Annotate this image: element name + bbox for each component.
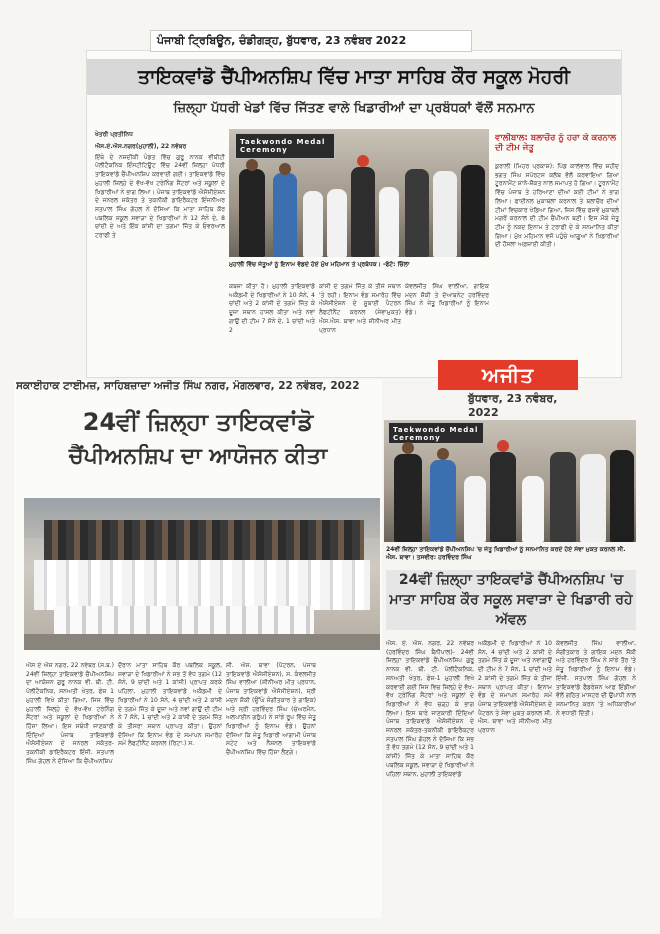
photo-ground [24,634,380,650]
photo-person [239,169,265,257]
clipping1-column-2: ਕਬਜ਼ਾ ਕੀਤਾ ਹੈ। ਮੁਹਾਲੀ ਤਾਇਕਵਾਂਡੋ ਅਕੈਡਮੀ ਦੇ ਖਿਡਾਰੀਆਂ ਨੇ 10 ਸੋਨੇ, 4 ਚਾਂਦੀ ਅਤੇ 2 ਕਾਂਸੀ ਦੇ ਤਗਮੇ ਜਿੱਤ ਕੇ ਦੂਜਾ ਸਥਾਨ ਹਾਸਲ ਕੀਤਾ ਅਤੇ ਨਵਾਂ ਗਾਉਂ ਦੀ ਟੀਮ 7 ਸੋਨੇ ਦੇ, 1 ਚਾਂਦੀ ਅਤੇ 2 [229,283,315,334]
clipping2-headline-line1: 24ਵੀਂ ਜ਼ਿਲ੍ਹਾ ਤਾਇਕਵਾਂਡੋ [82,408,314,436]
clipping2-group-photo [24,498,380,650]
clipping2-dateline: ਸਕਾਈਹਾਕ ਟਾਈਮਜ਼, ਸਾਹਿਬਜ਼ਾਦਾ ਅਜੀਤ ਸਿੰਘ ਨਗਰ, ਮੰਗਲਵਾਰ, 22 ਨਵੰਬਰ, 2022 [16,380,360,392]
clipping3-photo-banner [388,422,484,444]
clipping3-column-1: ਐਸ. ਏ. ਐਸ. ਨਗਰ, 22 ਨਵੰਬਰ (ਹਰਵਿੰਦਰ ਸਿੰਘ ਬੈਨੀਪਾਲ)- 24ਵੀਂ ਜ਼ਿਲ੍ਹਾ ਤਾਇਕਵਾਂਡੋ ਚੈਂਪੀਅਨਸ਼ਿਪ ਗੁਰੂ ਨਾਨਕ ਵੀ. ਬੀ. ਟੀ. ਪੋਲੀਟੈਕਨਿਕ, ਸਨਅਤੀ ਖੇਤਰ, ਫੇਜ਼-1 ਮੁਹਾਲੀ ਵਿਖੇ ਕਰਵਾਈ ਗਈ ਜਿਸ ਵਿਚ ਜ਼ਿਲ੍ਹੇ ਦੇ ਵੱਖ-ਵੱਖ ਟ੍ਰੇਨਿੰਗ ਸੈਂਟਰਾਂ ਅਤੇ ਸਕੂਲਾਂ ਦੇ ਖਿਡਾਰੀਆਂ ਨੇ ਵੱਧ ਚੜ੍ਹ ਕੇ ਭਾਗ ਲਿਆ। ਇਸ ਬਾਰੇ ਜਾਣਕਾਰੀ ਦਿੰਦਿਆਂ ਪੰਜਾਬ ਤਾਇਕਵਾਂਡੋ ਐਸੋਸੀਏਸ਼ਨ ਦੇ ਜਨਰਲ ਸਕੱਤਰ-ਤਕਨੀਕੀ ਡਾਇਰੈਕਟਰ ਸਤਪਾਲ ਸਿੰਘ ਗੋਹਲ ਨੇ ਦੱਸਿਆ ਕਿ ਸਭ ਤੋਂ ਵੱਧ ਤਗਮੇ (12 ਸੋਨ, 9 ਚਾਂਦੀ ਅਤੇ 1 ਕਾਂਸੀ) ਜਿੱਤ ਕੇ ਮਾਤਾ ਸਾਹਿਬ ਕੌਰ ਪਬਲਿਕ ਸਕੂਲ, ਸਵਾੜਾ ਦੇ ਖਿਡਾਰੀਆਂ ਨੇ ਪਹਿਲਾ ਸਥਾਨ, ਮੁਹਾਲੀ ਤਾਇਕਵਾਂਡੋ [386,640,474,778]
photo-crowd-front-row [54,606,314,636]
clipping1-dateline: ਪੰਜਾਬੀ ਟ੍ਰਿਬਿਊਨ, ਚੰਡੀਗੜ੍ਹ, ਬੁੱਧਵਾਰ, 23 ਨਵੰਬਰ 2022 [150,30,472,52]
photo-person [580,454,606,542]
clipping1-headline: ਤਾਇਕਵਾਂਡੋ ਚੈਂਪੀਅਨਸ਼ਿਪ ਵਿੱਚ ਮਾਤਾ ਸਾਹਿਬ ਕੌਰ ਸਕੂਲ ਮੋਹਰੀ [87,59,621,95]
clipping3-photo-caption: 24ਵੀਂ ਜ਼ਿਲ੍ਹਾ ਤਾਇਕਵਾਂਡੋ ਚੈਂਪੀਅਨਸ਼ਿਪ 'ਚ ਜੇਤੂ ਖਿਡਾਰੀਆਂ ਨੂੰ ਸਨਮਾਨਿਤ ਕਰਦੇ ਹੋਏ ਸੇਵਾ ਮੁਕਤ ਕਰਨਲ ਸੀ. ਐਸ. ਬਾਵਾ। ਤਸਵੀਰ: ਹਰਵਿੰਦਰ ਸਿੰਘ [386,546,626,561]
photo-person-head [437,448,449,460]
photo-crowd-back-row [44,520,364,564]
photo-person [610,450,634,542]
clipping-punjabi-tribune [86,50,622,378]
photo-person-head [357,155,369,167]
photo-person [405,169,429,257]
clipping1-side-column: ਕੁਰਾਲੀ (ਮਿਹਰ ਪ੍ਰਕਾਸ਼): ਪਿੰਡ ਕਾਲੇਵਾਲ ਵਿੱਚ ਸ਼ਹੀਦ ਭਗਤ ਸਿੰਘ ਸਪੋਰਟਸ ਕਲੱਬ ਵੱਲੋਂ ਕਰਵਾਇਆ ਗਿਆ ਟੂਰਨਾਮੈਂਟ ਸ਼ਾਨੋ-ਸ਼ੌਕਤ ਨਾਲ ਸਮਾਪਤ ਹੋ ਗਿਆ। ਟੂਰਨਾਮੈਂਟ ਵਿੱਚ ਪੰਜਾਬ ਤੇ ਹਰਿਆਣਾ ਦੀਆਂ ਕਈ ਟੀਮਾਂ ਨੇ ਭਾਗ ਲਿਆ। ਫਾਈਨਲ ਮੁਕਾਬਲਾ ਕਰਨਾਲ ਤੇ ਬਲਾਚੌਰ ਦੀਆਂ ਟੀਮਾਂ ਵਿਚਕਾਰ ਖੇਡਿਆ ਗਿਆ, ਜਿਸ ਵਿੱਚ ਫਸਵੇਂ ਮੁਕਾਬਲੇ ਮਗਰੋਂ ਕਰਨਾਲ ਦੀ ਟੀਮ ਚੈਂਪੀਅਨ ਬਣੀ। ਇਸ ਮੌਕੇ ਜੇਤੂ ਟੀਮ ਨੂੰ ਨਕਦ ਇਨਾਮ ਤੇ ਟਰਾਫੀ ਦੇ ਕੇ ਸਨਮਾਨਿਤ ਕੀਤਾ ਗਿਆ। ਮੁੱਖ ਮਹਿਮਾਨ ਵਜੋਂ ਪਹੁੰਚੇ ਆਗੂਆਂ ਨੇ ਖਿਡਾਰੀਆਂ ਦੀ ਹੌਸਲਾ ਅਫ਼ਜ਼ਾਈ ਕੀਤੀ। [495,163,619,249]
clipping1-column-4: ਕੰਵਲਜੀਤ ਸਿੰਘ ਵਾਲੀਆ, ਗਾਇਕ ਮਦਨ ਸ਼ੌਕੀ ਤੇ ਦੋਆਬਨੇਟ ਹਰਵਿੰਦਰ ਸਿੰਘ ਨੇ ਜੇਤੂ ਖਿਡਾਰੀਆਂ ਨੂੰ ਇਨਾਮ ਵੰਡੇ। [405,283,489,317]
photo-person [464,476,486,542]
clipping1-side-headline: ਵਾਲੀਬਾਲ: ਬਲਾਚੌਰ ਨੂੰ ਹਰਾ ਕੇ ਕਰਨਾਲ ਦੀ ਟੀਮ ਜੇਤੂ [495,133,617,153]
photo-person [351,167,375,257]
clipping2-column-2: ਦੌਰਾਨ ਮਾਤਾ ਸਾਹਿਬ ਕੌਰ ਪਬਲਿਕ ਸਕੂਲ, ਸਵਾੜਾ ਦੇ ਖਿਡਾਰੀਆਂ ਨੇ ਸਭ ਤੋਂ ਵੱਧ ਤਗਮੇ (12 ਸੋਨੇ, 9 ਚਾਂਦੀ ਅਤੇ 1 ਕਾਂਸੀ) ਪ੍ਰਾਪਤ ਕਰਕੇ ਪਹਿਲਾ, ਮੁਹਾਲੀ ਤਾਇਕਵਾਂਡੋ ਅਕੈਡਮੀ ਦੇ ਖਿਡਾਰੀਆਂ ਨੇ 10 ਸੋਨੇ, 4 ਚਾਂਦੀ ਅਤੇ 2 ਕਾਂਸੀ ਦੇ ਤਗਮੇ ਜਿੱਤ ਕੇ ਦੂਜਾ ਅਤੇ ਨਵਾਂ ਗਾਉਂ ਦੀ ਟੀਮ ਨੇ 7 ਸੋਨੇ, 1 ਚਾਂਦੀ ਅਤੇ 2 ਕਾਂਸੀ ਦੇ ਤਗਮੇ ਜਿੱਤ ਕੇ ਤੀਸਰਾ ਸਥਾਨ ਪ੍ਰਾਪਤ ਕੀਤਾ। ਉਹਨਾਂ ਦੱਸਿਆ ਕਿ ਇਨਾਮ ਵੰਡ ਦੇ ਸਮਾਪਨ ਸਮਾਰੋਹ ਸਮੇਂ ਲੈਫਟੀਨੈਂਟ ਕਰਨਲ (ਰਿਟਾ.) ਸ. [118,662,222,748]
clipping1-photo [229,129,489,257]
clipping2-headline-line2: ਚੈਂਪੀਅਨਸ਼ਿਪ ਦਾ ਆਯੋਜਨ ਕੀਤਾ [68,444,328,469]
clipping1-byline: ਖੇਤਰੀ ਪ੍ਰਤੀਨਿਧ [95,131,133,138]
clipping3-photo [384,420,636,542]
photo-person [430,460,456,542]
photo-person [327,189,347,257]
ajit-logo: ਅਜੀਤ [438,360,578,390]
photo-person [273,173,297,257]
photo-person [522,476,544,542]
photo-person-head [246,159,258,171]
photo-person [303,191,323,257]
clipping3-column-3: ਕੰਵਲਜੀਤ ਸਿੰਘ ਵਾਲੀਆ, ਸੰਗੀਤਕਾਰ ਤੇ ਗਾਇਕ ਮਦਨ ਸ਼ੌਕੀ ਅਤੇ ਹਰਵਿੰਦਰ ਸਿੰਘ ਨੇ ਸਾਂਝੇ ਤੌਰ 'ਤੇ ਜੇਤੂ ਖਿਡਾਰੀਆਂ ਨੂੰ ਇਨਾਮ ਵੰਡੇ। ਇੰਜੀ. ਸਤਪਾਲ ਸਿੰਘ ਗੋਹਲ ਨੇ ਤਾਇਕਵਾਂਡੋ ਫੈਡਰੇਸ਼ਨ ਆਫ਼ ਇੰਡੀਆ ਵੱਲੋਂ ਗਠਿਤ ਮਾਸਟਰ ਦੀ ਉਪਾਧੀ ਨਾਲ ਸਨਮਾਨਿਤ ਕਰਨ 'ਤੇ ਅਧਿਕਾਰੀਆਂ ਨੇ ਵਧਾਈ ਦਿੱਤੀ। [556,640,636,717]
photo-person [461,165,485,257]
clipping-skyhawk-times [14,380,382,918]
clipping3-column-2: ਅਕੈਡਮੀ ਦੇ ਖਿਡਾਰੀਆਂ ਨੇ 10 ਸੋਨ, 4 ਚਾਂਦੀ ਅਤੇ 2 ਕਾਂਸੀ ਦੇ ਤਗਮੇ ਜਿੱਤ ਕੇ ਦੂਜਾ ਅਤੇ ਨਵਾਂਗਾਉਂ ਦੀ ਟੀਮ ਨੇ 7 ਸੋਨ, 1 ਚਾਂਦੀ ਅਤੇ 2 ਕਾਂਸੀ ਦੇ ਤਗਮੇ ਜਿੱਤ ਕੇ ਤੀਜਾ ਸਥਾਨ ਪ੍ਰਾਪਤ ਕੀਤਾ। ਇਨਾਮ ਵੰਡ ਦੇ ਸਮਾਪਨ ਸਮਾਰੋਹ ਸਮੇਂ ਪੰਜਾਬ ਤਾਇਕਵਾਂਡੋ ਐਸੋਸੀਏਸ਼ਨ ਦੇ ਪੈਟਰਨ ਤੇ ਸੇਵਾ ਮੁਕਤ ਕਰਨਲ ਸੀ. ਐਸ. ਬਾਵਾ ਅਤੇ ਸੀਨੀਅਰ ਮੀਤ ਪ੍ਰਧਾਨ [478,640,552,735]
clipping3-headline: 24ਵੀਂ ਜ਼ਿਲ੍ਹਾ ਤਾਇਕਵਾਂਡੋ ਚੈਂਪੀਅਨਸ਼ਿਪ 'ਚ ਮਾਤਾ ਸਾਹਿਬ ਕੌਰ ਸਕੂਲ ਸਵਾੜਾ ਦੇ ਖਿਡਾਰੀ ਰਹੇ ਅੱਵਲ [386,570,636,630]
photo-person [394,454,422,542]
clipping2-column-1: ਐਸ ਏ ਐਸ ਨਗਰ, 22 ਨਵੰਬਰ (ਸ.ਬ.) 24ਵੀਂ ਜ਼ਿਲ੍ਹਾ ਤਾਇਕਵਾਂਡੋ ਚੈਂਪੀਅਨਸ਼ਿਪ ਦਾ ਆਯੋਜਨ ਗੁਰੂ ਨਾਨਕ ਵੀ. ਬੀ. ਟੀ. ਪੋਲੀਟੈਕਨਿਕ, ਸਨਅਤੀ ਖੇਤਰ, ਫੇਜ਼ 1 ਮੁਹਾਲੀ ਵਿਖੇ ਕੀਤਾ ਗਿਆ, ਜਿਸ ਵਿੱਚ ਮੁਹਾਲੀ ਜ਼ਿਲ੍ਹੇ ਦੇ ਵੱਖ-ਵੱਖ ਟਰੇਨਿੰਗ ਸੈਂਟਰਾਂ ਅਤੇ ਸਕੂਲਾਂ ਦੇ ਖਿਡਾਰੀਆਂ ਨੇ ਹਿੱਸਾ ਲਿਆ। ਇਸ ਸਬੰਧੀ ਜਾਣਕਾਰੀ ਦਿੰਦਿਆਂ ਪੰਜਾਬ ਤਾਇਕਵਾਂਡੋ ਐਸੋਸੀਏਸ਼ਨ ਦੇ ਜਨਰਲ ਸਕੱਤਰ-ਤਕਨੀਕੀ ਡਾਇਰੈਕਟਰ ਇੰਜੀ. ਸਤਪਾਲ ਸਿੰਘ ਗੋਹਲ ਨੇ ਦੱਸਿਆ ਕਿ ਚੈਂਪੀਅਨਸ਼ਿਪ [26,662,114,765]
photo-person [550,452,576,542]
clipping1-photo-caption: ਮੁਹਾਲੀ ਵਿੱਚ ਜੇਤੂਆਂ ਨੂੰ ਇਨਾਮ ਵੰਡਦੇ ਹੋਏ ਮੁੱਖ ਮਹਿਮਾਨ ਤੇ ਪ੍ਰਬੰਧਕ। -ਫੋਟੋ: ਚਿੱਲਾ [229,261,410,268]
clipping1-column-1 [95,143,225,375]
clipping3-date: ਬੁੱਧਵਾਰ, 23 ਨਵੰਬਰ, 2022 [468,392,558,419]
clipping1-photo-banner [235,133,335,159]
photo-person [433,171,457,257]
clipping1-column-3: ਕਾਂਸੀ ਦੇ ਤਗਮੇ ਜਿੱਤ ਕੇ ਤੀਜੇ ਸਥਾਨ 'ਤੇ ਰਹੀ। ਇਨਾਮ ਵੰਡ ਸਮਾਰੋਹ ਵਿੱਚ ਐਸੋਸੀਏਸ਼ਨ ਦੇ ਸੂਬਾਈ ਪੈਟਰਨ ਲੈਫਟੀਨੈਂਟ ਕਰਨਲ (ਸੇਵਾਮੁਕਤ) ਐਸ.ਐਸ. ਬਾਵਾ ਅਤੇ ਸੀਨੀਅਰ ਮੀਤ ਪ੍ਰਧਾਨ [319,283,401,334]
photo-person-head [279,163,291,175]
clipping1-subheadline: ਜ਼ਿਲ੍ਹਾ ਪੱਧਰੀ ਖੇਡਾਂ ਵਿੱਚ ਜਿੱਤਣ ਵਾਲੇ ਖਿਡਾਰੀਆਂ ਦਾ ਪ੍ਰਬੰਧਕਾਂ ਵੱਲੋਂ ਸਨਮਾਨ [173,101,535,116]
clipping2-column-3: ਸੀ. ਐਸ. ਬਾਵਾ (ਪੈਟਰਨ, ਪੰਜਾਬ ਤਾਇਕਵਾਂਡੋ ਐਸੋਸੀਏਸ਼ਨ), ਸ. ਕੰਵਲਜੀਤ ਸਿੰਘ ਵਾਲੀਆ (ਸੀਨੀਅਰ ਮੀਤ ਪ੍ਰਧਾਨ, ਪੰਜਾਬ ਤਾਇਕਵਾਂਡੋ ਐਸੋਸੀਏਸ਼ਨ), ਸ੍ਰੀ ਮਦਨ ਸ਼ੌਕੀ (ਉੱਘੇ ਸੰਗੀਤਕਾਰ ਤੇ ਗਾਇਕ) ਅਤੇ ਸ੍ਰੀ ਹਰਵਿੰਦਰ ਸਿੰਘ (ਚੇਅਰਮੈਨ, ਅਲਪਾਈਨ ਗਰੁੱਪ) ਨੇ ਸਾਂਝੇ ਰੂਪ ਵਿੱਚ ਜੇਤੂ ਖਿਡਾਰੀਆਂ ਨੂੰ ਇਨਾਮ ਵੰਡੇ। ਉਹਨਾਂ ਦੱਸਿਆ ਕਿ ਜੇਤੂ ਖਿਡਾਰੀ ਆਗਾਮੀ ਪੰਜਾਬ ਸਟੇਟ ਅਤੇ ਨੈਸ਼ਨਲ ਤਾਇਕਵਾਂਡੋ ਚੈਂਪੀਅਨਸ਼ਿਪ ਵਿੱਚ ਹਿੱਸਾ ਲੈਣਗੇ। [226,662,316,757]
clipping3-photo-banner-text: Taekwondo Medal Ceremony [393,426,479,442]
clipping1-photo-banner-text: Taekwondo Medal Ceremony [240,138,326,154]
clipping1-body-text: ਇੱਥੇ ਦੇ ਨਜ਼ਦੀਕੀ ਪੰਡਤ ਵਿੱਚ ਗੁਰੂ ਨਾਨਕ ਵੀਬੀਟੀ ਪੋਲੀਟੈਕਨਿਕ ਇੰਸਟੀਟਿਊਟ ਵਿੱਚ 24ਵੀਂ ਜ਼ਿਲ੍ਹਾ ਪੱਧਰੀ ਤਾਇਕਵਾਂਡੋ ਚੈਂਪੀਅਨਸ਼ਿਪ ਕਰਵਾਈ ਗਈ। ਤਾਇਕਵਾਂਡੋ ਵਿੱਚ ਮੁਹਾਲੀ ਜ਼ਿਲ੍ਹੇ ਦੇ ਵੱਖ-ਵੱਖ ਟਰੇਨਿੰਗ ਸੈਂਟਰਾਂ ਅਤੇ ਸਕੂਲਾਂ ਦੇ ਖਿਡਾਰੀਆਂ ਨੇ ਭਾਗ ਲਿਆ। ਪੰਜਾਬ ਤਾਇਕਵਾਂਡੋ ਐਸੋਸੀਏਸ਼ਨ ਦੇ ਜਨਰਲ ਸਕੱਤਰ ਤੇ ਤਕਨੀਕੀ ਡਾਇਰੈਕਟਰ ਇੰਜਨੀਅਰ ਸਤਪਾਲ ਸਿੰਘ ਗੋਹਲ ਨੇ ਦੱਸਿਆ ਕਿ ਮਾਤਾ ਸਾਹਿਬ ਕੌਰ ਪਬਲਿਕ ਸਕੂਲ ਸਵਾੜਾ ਦੇ ਖਿਡਾਰੀਆਂ ਨੇ 12 ਸੋਨੇ ਦੇ, 8 ਚਾਂਦੀ ਦੇ ਅਤੇ ਇੱਕ ਕਾਂਸੀ ਦਾ ਤਗਮਾ ਜਿੱਤ ਕੇ ਓਵਰਆਲ ਟਰਾਫੀ ਤੇ [95,153,225,240]
photo-person [490,452,516,542]
photo-person [379,187,399,257]
photo-person-head [497,440,509,452]
photo-crowd-middle-row [34,560,370,610]
clipping1-dateline-text: ਐਸ.ਏ.ਐਸ.ਨਗਰ(ਮੁਹਾਲੀ), 22 ਨਵੰਬਰ [95,143,187,150]
photo-person-head [402,442,414,454]
